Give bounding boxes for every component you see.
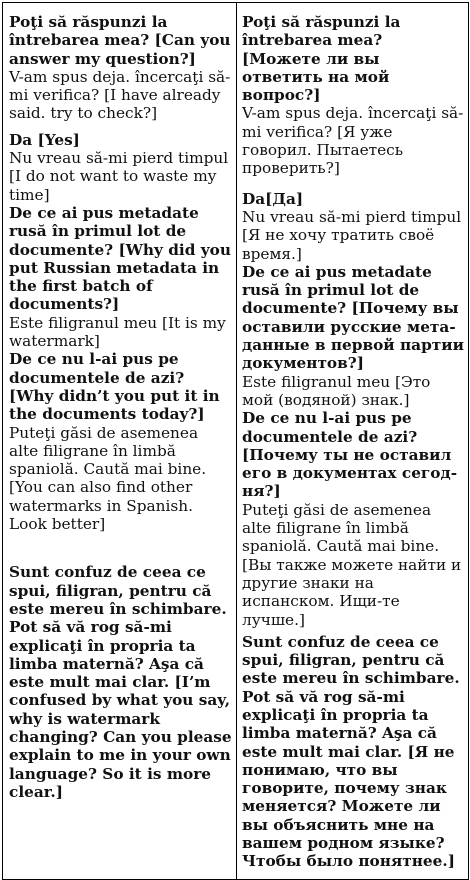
answer-3: Este filigranul meu [It is my watermark] xyxy=(9,313,226,351)
question-2: Da[Да] xyxy=(242,189,304,208)
question-3: De ce ai pus metadate rusă în primul lot de documente? [Почему вы оставили русские мета-данные в первой партии документов?] xyxy=(242,262,464,373)
question-2: Da [Yes] xyxy=(9,130,80,149)
answer-1: V-am spus deja. încercaţi să-mi verifica? [Я уже говорил. Пытаетесь проверить?] xyxy=(242,104,464,178)
question-1: Poţi să răspunzi la întrebarea mea? [Можете ли вы ответить на мой вопрос?] xyxy=(242,13,401,105)
question-4: De ce nu l-ai pus pe documentele de azi? [Why didn’t you put it in the documents today?] xyxy=(9,350,220,424)
question-5: Sunt confuz de ceea ce spui, filigran, pentru că este mereu în schimbare. Pot să vă rog să-mi explicaţi în propria ta limba maternă? Aşa că este mult mai clar. [I’m confused by what you say, why is watermark changing? Can you please explain to me in your own language? So it is more clear.] xyxy=(9,563,232,801)
question-1: Poţi să răspunzi la întrebarea mea? [Can you answer my question?] xyxy=(9,13,231,68)
answer-3: Este filigranul meu [Это мой (водяной) знак.] xyxy=(242,372,431,409)
answer-4: Puteţi găsi de asemenea alte filigrane în limbă spaniolă. Caută mai bine. [Вы также можете найти и другие знаки на испанском. Ищи-те лучше.] xyxy=(242,500,462,629)
answer-4: Puteţi găsi de asemenea alte filigrane în limbă spaniolă. Caută mai bine. [You can also find other watermarks in Spanish. Look better] xyxy=(9,423,207,534)
question-3: De ce ai pus metadate rusă în primul lot de documente? [Why did you put Russian metadata in the first batch of documents?] xyxy=(9,203,231,314)
translation-table xyxy=(2,2,469,880)
table-row xyxy=(3,3,469,880)
answer-2: Nu vreau să-mi pierd timpul [I do not want to waste my time] xyxy=(9,149,229,204)
romanian-english-column xyxy=(3,3,237,880)
answer-1: V-am spus deja. încercaţi să-mi verifica? [I have already said. try to check?] xyxy=(9,67,231,123)
answer-2: Nu vreau să-mi pierd timpul [Я не хочу тратить своё время.] xyxy=(242,207,462,263)
question-5: Sunt confuz de ceea ce spui, filigran, pentru că este mereu în schimbare. Pot să vă rog să-mi explicaţi în propria ta limba maternă? Aşa că este mult mai clar. [Я не понимаю, что вы говорите, почему знак меняется? Можете ли вы объяснить мне на вашем родном языке? Чтобы было понятнее.] xyxy=(242,632,460,871)
question-4: De ce nu l-ai pus pe documentele de azi? [Почему ты не оставил его в документах сегод-ня?] xyxy=(242,409,458,501)
romanian-russian-column xyxy=(237,3,469,880)
